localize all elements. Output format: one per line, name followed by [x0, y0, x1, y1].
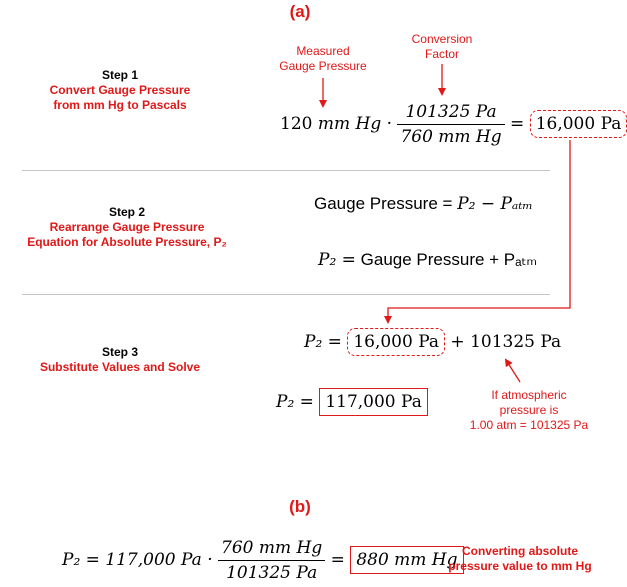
- step1-frac-numerator: 101325 Pa: [397, 102, 504, 125]
- panel-b-frac-denominator: 101325 Pa: [226, 563, 318, 583]
- step1-frac-denominator: 760 mm Hg: [400, 127, 502, 147]
- step3-desc: Substitute Values and Solve: [39, 360, 201, 374]
- step3-substituted-box: [347, 328, 445, 356]
- step2-title: Step 2: [108, 205, 145, 219]
- step1-value: 120: [280, 114, 313, 134]
- annotation-measured-gauge-pressure: [262, 44, 384, 74]
- step2-eq1-rhs: P₂ − Pₐₜₘ: [457, 194, 533, 214]
- step3-eq-lhs: P₂ =: [304, 332, 342, 352]
- step2-equation-2: [318, 250, 537, 270]
- panel-b-equals: =: [330, 550, 345, 570]
- panel-b-note-line2: pressure value to mm Hg: [448, 559, 592, 573]
- panel-b-conversion-fraction: [218, 538, 325, 583]
- step1-result-box: [530, 110, 627, 138]
- panel-b-result: 880 mm Hg: [356, 550, 458, 570]
- step3-equation: [304, 328, 561, 356]
- step1-result: 16,000 Pa: [535, 114, 622, 134]
- step3-result-box: [319, 388, 428, 416]
- step2-block: [2, 205, 252, 250]
- panel-b-lhs: P₂ = 117,000 Pa ·: [62, 550, 213, 570]
- step1-conversion-fraction: [397, 102, 504, 147]
- annotation-conversion-factor: [390, 32, 494, 62]
- step2-equation-1: [314, 194, 533, 214]
- step1-desc-line1: Convert Gauge Pressure: [49, 83, 191, 97]
- divider-1: [22, 170, 550, 171]
- step1-block: [20, 68, 220, 113]
- step1-desc-line2: from mm Hg to Pascals: [53, 98, 187, 112]
- step3-eq-boxed: 16,000 Pa: [353, 332, 440, 352]
- atm-note-line1: If atmospheric: [491, 388, 567, 402]
- annotation-measured-line2: Gauge Pressure: [279, 59, 367, 73]
- step2-desc-line2: Equation for Absolute Pressure, P₂: [27, 235, 227, 249]
- step3-result-equation: [276, 388, 428, 416]
- panel-b-label: (b): [289, 497, 311, 516]
- step3-eq-rest: + 101325 Pa: [450, 332, 562, 352]
- step3-title: Step 3: [101, 345, 138, 359]
- step2-eq1-lhs: Gauge Pressure =: [314, 194, 453, 213]
- atm-note-arrow: [506, 360, 520, 382]
- atm-note-line2: pressure is: [499, 403, 559, 417]
- step1-equals: =: [510, 114, 525, 134]
- panel-b-equation: [62, 538, 464, 583]
- atmospheric-pressure-note: [458, 388, 600, 433]
- atm-note-line3: 1.00 atm = 101325 Pa: [469, 418, 589, 432]
- step1-title: Step 1: [101, 68, 138, 82]
- panel-b-frac-numerator: 760 mm Hg: [218, 538, 325, 561]
- panel-a-label: (a): [289, 2, 311, 21]
- step2-eq2-lhs: P₂ =: [318, 250, 356, 270]
- step2-desc-line1: Rearrange Gauge Pressure: [49, 220, 205, 234]
- annotation-conversion-line1: Conversion: [411, 32, 473, 46]
- step1-dot: ·: [386, 114, 393, 134]
- panel-b-note: [440, 544, 600, 574]
- step3-result-lhs: P₂ =: [276, 392, 314, 412]
- step3-result: 117,000 Pa: [325, 392, 422, 412]
- step1-value-unit: mm Hg: [317, 114, 382, 134]
- step3-block: [20, 345, 220, 375]
- divider-2: [22, 294, 550, 295]
- step1-equation: [280, 102, 627, 147]
- annotation-conversion-line2: Factor: [424, 47, 459, 61]
- step2-eq2-rhs: Gauge Pressure + Pₐₜₘ: [360, 250, 538, 269]
- annotation-measured-line1: Measured: [296, 44, 350, 58]
- panel-b-note-line1: Converting absolute: [461, 544, 578, 558]
